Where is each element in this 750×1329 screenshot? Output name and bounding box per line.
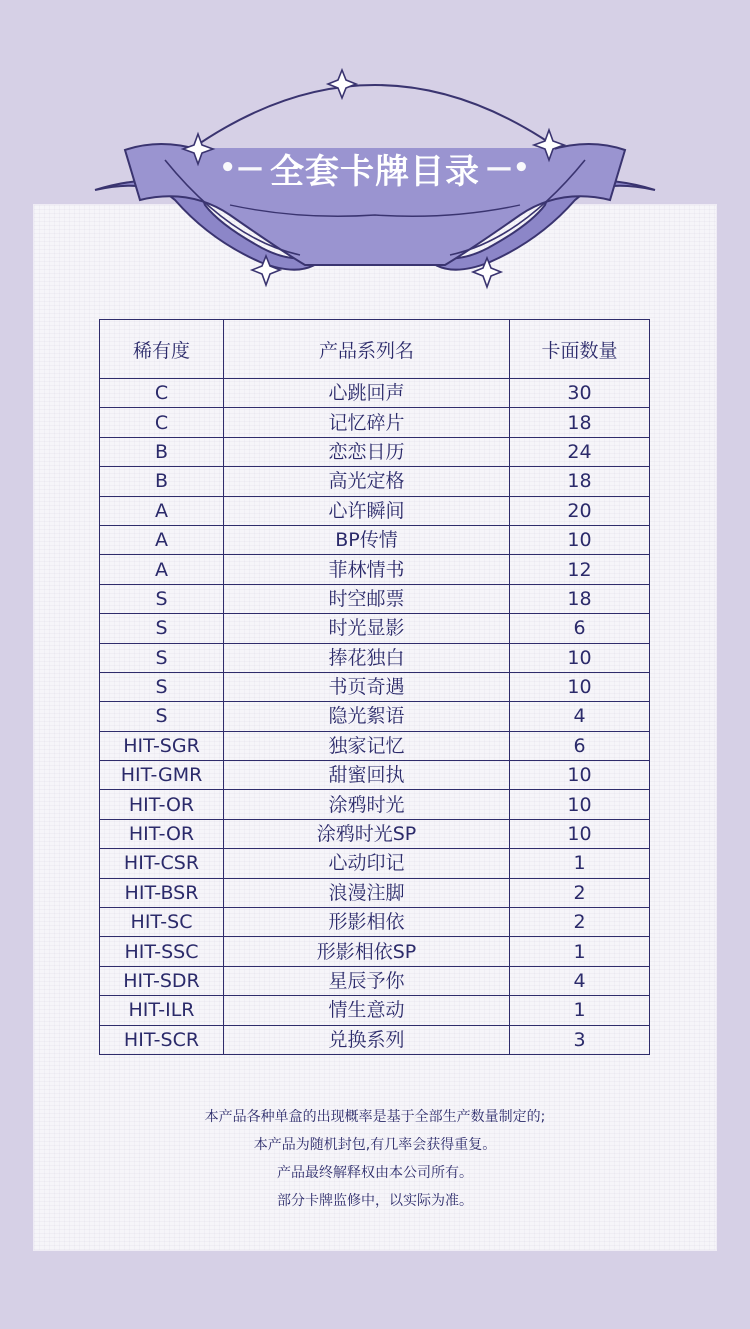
- rarity-cell: B: [100, 467, 224, 496]
- note-line: 产品最终解释权由本公司所有。: [277, 1165, 473, 1181]
- rarity-cell: HIT-BSR: [100, 878, 224, 907]
- series-name-cell: 涂鸦时光SP: [224, 819, 510, 848]
- series-name-cell: 时空邮票: [224, 584, 510, 613]
- table-row: [100, 878, 650, 907]
- rarity-cell: S: [100, 672, 224, 701]
- note-line: 本产品各种单盒的出现概率是基于全部生产数量制定的;: [204, 1109, 546, 1125]
- table-row: [100, 937, 650, 966]
- rarity-cell: HIT-CSR: [100, 849, 224, 878]
- count-cell: 1: [510, 849, 650, 878]
- table-row: [100, 614, 650, 643]
- header-rarity: 稀有度: [100, 320, 224, 379]
- sparkle-star-icon: [328, 70, 356, 98]
- count-cell: 24: [510, 437, 650, 466]
- note-line: 部分卡牌监修中，以实际为准。: [277, 1193, 473, 1209]
- table-row: [100, 790, 650, 819]
- count-cell: 12: [510, 555, 650, 584]
- series-name-cell: 形影相依: [224, 908, 510, 937]
- count-cell: 6: [510, 614, 650, 643]
- card-catalog-table: [99, 319, 650, 1055]
- rarity-cell: HIT-SCR: [100, 1025, 224, 1054]
- count-cell: 1: [510, 996, 650, 1025]
- table-row: [100, 966, 650, 995]
- banner-arc: [190, 85, 560, 150]
- rarity-cell: HIT-SSC: [100, 937, 224, 966]
- count-cell: 18: [510, 584, 650, 613]
- title-deco-right: —•: [486, 153, 531, 183]
- table-row: [100, 761, 650, 790]
- series-name-cell: 涂鸦时光: [224, 790, 510, 819]
- table-row: [100, 996, 650, 1025]
- table-row: [100, 496, 650, 525]
- series-name-cell: BP传情: [224, 525, 510, 554]
- rarity-cell: HIT-OR: [100, 819, 224, 848]
- count-cell: 18: [510, 408, 650, 437]
- count-cell: 10: [510, 761, 650, 790]
- series-name-cell: 时光显影: [224, 614, 510, 643]
- count-cell: 2: [510, 878, 650, 907]
- table-row: [100, 849, 650, 878]
- rarity-cell: A: [100, 555, 224, 584]
- count-cell: 2: [510, 908, 650, 937]
- count-cell: 4: [510, 702, 650, 731]
- table-row: [100, 379, 650, 408]
- count-cell: 1: [510, 937, 650, 966]
- count-cell: 30: [510, 379, 650, 408]
- series-name-cell: 菲林情书: [224, 555, 510, 584]
- page-title: [200, 145, 550, 191]
- count-cell: 10: [510, 525, 650, 554]
- series-name-cell: 恋恋日历: [224, 437, 510, 466]
- rarity-cell: S: [100, 584, 224, 613]
- table-row: [100, 437, 650, 466]
- table-row: [100, 731, 650, 760]
- series-name-cell: 浪漫注脚: [224, 878, 510, 907]
- table-row: [100, 555, 650, 584]
- note-line: 本产品为随机封包,有几率会获得重复。: [253, 1137, 497, 1153]
- series-name-cell: 甜蜜回执: [224, 761, 510, 790]
- series-name-cell: 心动印记: [224, 849, 510, 878]
- count-cell: 10: [510, 672, 650, 701]
- rarity-cell: S: [100, 643, 224, 672]
- rarity-cell: A: [100, 525, 224, 554]
- series-name-cell: 形影相依SP: [224, 937, 510, 966]
- title-deco-left: •—: [219, 153, 264, 183]
- rarity-cell: HIT-GMR: [100, 761, 224, 790]
- count-cell: 10: [510, 643, 650, 672]
- series-name-cell: 独家记忆: [224, 731, 510, 760]
- table-row: [100, 702, 650, 731]
- table-row: [100, 643, 650, 672]
- table-row: [100, 819, 650, 848]
- rarity-cell: HIT-SGR: [100, 731, 224, 760]
- table-row: [100, 908, 650, 937]
- count-cell: 18: [510, 467, 650, 496]
- rarity-cell: HIT-ILR: [100, 996, 224, 1025]
- series-name-cell: 隐光絮语: [224, 702, 510, 731]
- series-name-cell: 星辰予你: [224, 966, 510, 995]
- count-cell: 10: [510, 790, 650, 819]
- count-cell: 10: [510, 819, 650, 848]
- table-row: [100, 408, 650, 437]
- rarity-cell: A: [100, 496, 224, 525]
- table-row: [100, 1025, 650, 1054]
- rarity-cell: C: [100, 408, 224, 437]
- series-name-cell: 捧花独白: [224, 643, 510, 672]
- rarity-cell: HIT-SC: [100, 908, 224, 937]
- header-series-name: 产品系列名: [224, 320, 510, 379]
- series-name-cell: 记忆碎片: [224, 408, 510, 437]
- count-cell: 20: [510, 496, 650, 525]
- count-cell: 6: [510, 731, 650, 760]
- rarity-cell: HIT-SDR: [100, 966, 224, 995]
- table-header-row: [100, 320, 650, 379]
- table-row: [100, 672, 650, 701]
- series-name-cell: 情生意动: [224, 996, 510, 1025]
- count-cell: 4: [510, 966, 650, 995]
- rarity-cell: HIT-OR: [100, 790, 224, 819]
- series-name-cell: 心跳回声: [224, 379, 510, 408]
- count-cell: 3: [510, 1025, 650, 1054]
- rarity-cell: S: [100, 702, 224, 731]
- rarity-cell: B: [100, 437, 224, 466]
- header-card-count: 卡面数量: [510, 320, 650, 379]
- rarity-cell: C: [100, 379, 224, 408]
- series-name-cell: 书页奇遇: [224, 672, 510, 701]
- title-text: 全套卡牌目录: [270, 151, 480, 192]
- series-name-cell: 高光定格: [224, 467, 510, 496]
- table-row: [100, 525, 650, 554]
- rarity-cell: S: [100, 614, 224, 643]
- series-name-cell: 心许瞬间: [224, 496, 510, 525]
- table-row: [100, 584, 650, 613]
- disclaimer-notes: [100, 1103, 650, 1215]
- table-row: [100, 467, 650, 496]
- series-name-cell: 兑换系列: [224, 1025, 510, 1054]
